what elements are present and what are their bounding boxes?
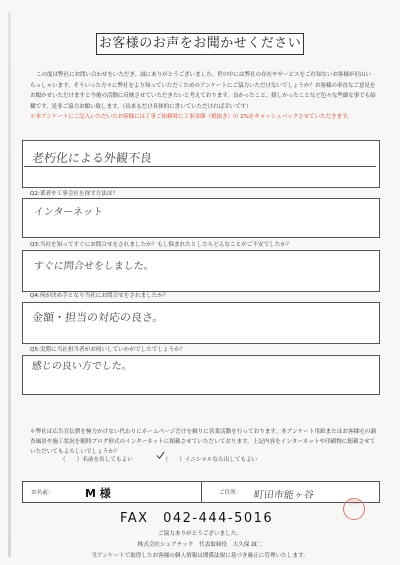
address-value[interactable]: 町田市能ヶ谷 [253, 490, 315, 501]
publication-notice-text: ＊弊社は広告宣伝費を極力かけない代わりにホームページだけを頼りに営業活動を行っております。本アンケート用紙またはお客様宅の調査風景や施工状況を随時ブログ形式のインターネットに掲載させていただいております。上記内容をインターネットや印刷物に掲載させていただいてもよろしいでしょうか？ [30, 429, 376, 455]
option-initials-ok[interactable]: （ ）イニシャルなら出してもよい [162, 457, 258, 463]
name-label: お名前： [31, 490, 54, 496]
company-line: 株式会社シェアテック 代表取締役 大久保 誠二 [137, 542, 263, 548]
checkmark-icon [156, 451, 165, 460]
question-1-answer: 老朽化による外観不良 [31, 151, 153, 165]
binding-edge [8, 12, 11, 557]
seal-stamp: 宮田 [343, 498, 365, 520]
intro-paragraph: この度は弊社にお問い合わせをいただき、誠にありがとうございました。世の中には弊社の存在やサービスをご存知ないお客様が沢山いらっしゃいます。そういった方々に弊社をより知っていただくためのアンケートにご協力いただけないでしょうか？お客様の率直なご意見をお聞かせいただけますと今後の活動に反映させていただきたいと考えております。良かったこと、嬉しかったことなど色々な些細な事でも結構です。是非ご協力お願い致します。（出来るだけ具体的に書いていただければ幸いです） [30, 72, 376, 110]
question-2-answer: インターネット [33, 207, 104, 218]
question-1-answer-line [24, 166, 376, 167]
publication-notice [30, 427, 376, 457]
question-4-answer: 金額・担当の対応の良さ。 [31, 311, 165, 324]
question-2-label: Q2:業者や工事会社を探す方法は？ [30, 191, 119, 197]
name-value[interactable]: M 様 [85, 487, 111, 500]
publish-options [60, 455, 285, 463]
intro-text [30, 70, 376, 123]
cashback-note: ＊本アンケートにご記入いただいたお客様には工事ご依頼時に工事金額（税抜き）の 2%をキャッシュバックさせていただきます。 [30, 114, 353, 120]
question-3-answer: すぐに問合せをしました。 [33, 261, 155, 272]
fax-number: FAX 042-444-5016 [120, 511, 274, 526]
option-name-ok[interactable]: （ ）名前を出してもよい [60, 457, 133, 463]
question-5-label: Q5:実際に当社担当者がお伺いしていかがでしたでしょうか？ [30, 347, 186, 353]
thanks-text: ご協力ありがとうございました。 [158, 531, 242, 537]
question-4-label: Q4:何が決め手となり当社にお問合せをされましたか？ [30, 293, 169, 299]
address-label: ご住所： [219, 490, 242, 496]
info-divider [201, 482, 202, 502]
question-3-label: Q3:当社を知ってすぐにお問合せをされましたか？もし悩まれたとしたらどんなことがご不安でしたか？ [30, 242, 292, 248]
customer-info-box [22, 481, 380, 503]
page-title: お客様のお声をお聞かせください [96, 33, 304, 55]
privacy-note: 当アンケートで取得したお客様の個人情報は関係法規に基づき厳正に管理いたします。 [91, 553, 309, 559]
question-5-answer: 感じの良い方でした。 [31, 361, 133, 372]
